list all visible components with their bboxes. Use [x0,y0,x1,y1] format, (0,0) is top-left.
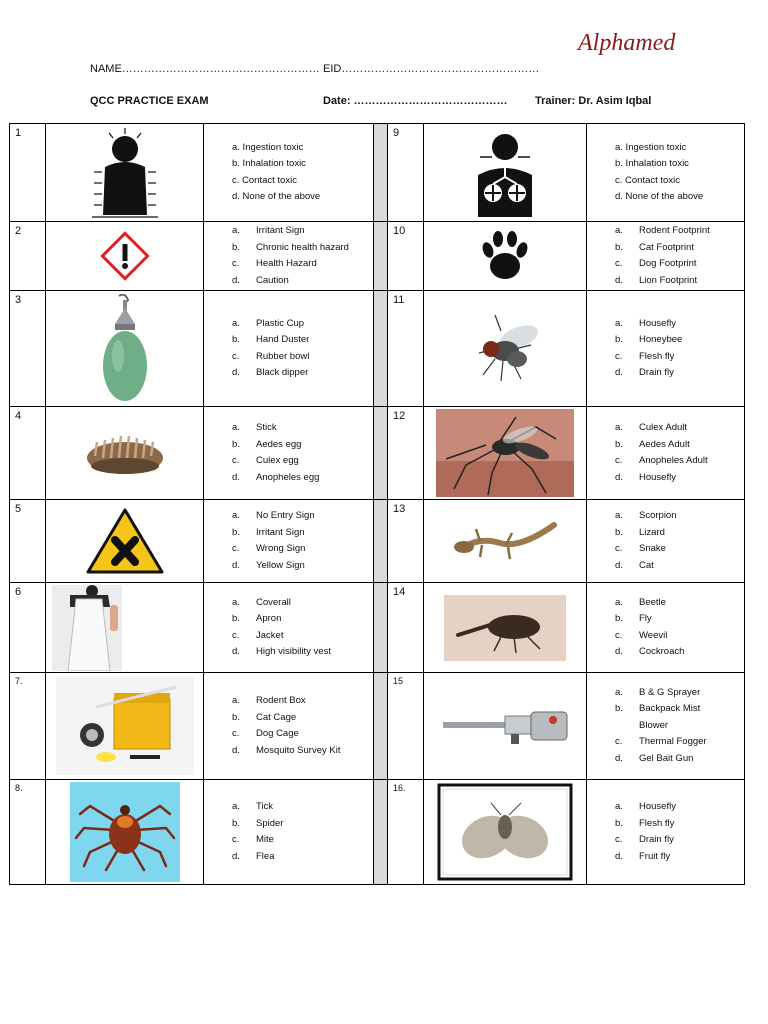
option[interactable]: b. Inhalation toxic [615,158,689,169]
question-number: 15 [388,673,424,780]
paw-print-icon [478,228,532,284]
exam-question-table [9,123,745,885]
question-image [424,673,587,780]
option[interactable]: d. Housefly [615,471,676,483]
option[interactable]: b. Cat Cage [232,711,297,723]
option[interactable]: a. Rodent Footprint [615,225,710,236]
answer-options [587,124,745,222]
exam-title: QCC PRACTICE EXAM [90,95,209,107]
question-image [424,500,587,583]
option[interactable]: a. Ingestion toxic [615,141,687,153]
option[interactable]: d. Fruit fly [615,850,671,862]
answer-options [587,222,745,291]
question-number: 16. [388,780,424,885]
option[interactable]: c. Mite [232,834,274,845]
question-number: 11 [388,291,424,407]
hand-duster-image [95,294,155,404]
date-field-label: Date: …………………………………… [323,95,508,107]
answer-options [587,291,745,407]
inhalation-lungs-icon [460,127,550,219]
option[interactable]: b. Fly [615,613,652,624]
option[interactable]: b. Cat Footprint [615,241,694,253]
answer-options [587,780,745,885]
answer-options [204,291,374,407]
option[interactable]: c. Flesh fly [615,350,675,362]
option[interactable]: b. Aedes egg [232,438,302,450]
option[interactable]: b. Honeybee [615,334,683,345]
toxic-body-icon [80,127,170,219]
question-number: 13 [388,500,424,583]
option[interactable]: d. Mosquito Survey Kit [232,744,341,756]
answer-options [204,222,374,291]
answer-options [204,673,374,780]
option[interactable]: d. Black dipper [232,367,309,378]
option[interactable]: c. Wrong Sign [232,543,306,554]
mosquito-image [436,409,574,497]
answer-options [204,407,374,500]
answer-options [587,500,745,583]
lizard-image [450,519,560,563]
column-divider [374,500,388,583]
question-number: 9 [388,124,424,222]
option[interactable]: a. Housefly [615,317,676,329]
option[interactable]: c. Culex egg [232,455,299,466]
question-number: 14 [388,583,424,673]
column-divider [374,407,388,500]
answer-options [587,583,745,673]
question-image [46,500,204,583]
question-image [424,124,587,222]
question-image [46,124,204,222]
option[interactable]: d. Drain fly [615,367,674,378]
column-divider [374,222,388,291]
option[interactable]: d. High visibility vest [232,646,331,657]
alphamed-logo: Alphamed [578,30,676,56]
irritant-sign-icon [84,506,166,576]
fogger-image [435,704,575,748]
option[interactable]: c. Dog Footprint [615,258,697,269]
option[interactable]: c. Contact toxic [232,174,297,186]
option[interactable]: b. Chronic health hazard [232,241,349,253]
question-image [424,291,587,407]
option[interactable]: a. Irritant Sign [232,225,305,236]
apron-image [52,585,122,671]
option[interactable]: d. Gel Bait Gun [615,752,694,764]
question-image [46,291,204,407]
question-image [46,780,204,885]
name-field-label: NAME……………………………………………… [90,63,320,75]
option[interactable]: c. Anopheles Adult [615,455,708,466]
question-image [46,583,204,673]
option[interactable]: a. Housefly [615,801,676,812]
question-image [46,673,204,780]
option[interactable]: c. Dog Cage [232,728,299,739]
option[interactable]: c. Weevil [615,629,668,641]
option[interactable]: c. Rubber bowl [232,350,310,362]
option[interactable]: b. Flesh fly [615,817,675,829]
option[interactable]: d. Caution [232,274,289,286]
option[interactable]: d. None of the above [615,191,704,202]
ghs-exclamation-icon [98,229,152,283]
egg-raft-image [83,426,167,480]
option[interactable]: b. Lizard [615,526,665,538]
option[interactable]: b. Irritant Sign [232,526,305,538]
question-image [46,222,204,291]
question-number: 6 [10,583,46,673]
eid-field-label: EID……………………………………………… [323,63,540,75]
option[interactable]: b. Aedes Adult [615,438,690,450]
option[interactable]: d. Yellow Sign [232,559,305,571]
option[interactable]: a. Plastic Cup [232,317,305,329]
option[interactable]: b. Apron [232,613,282,624]
option[interactable]: a. No Entry Sign [232,510,315,521]
question-image [424,583,587,673]
column-divider [374,291,388,407]
option[interactable]: c. Health Hazard [232,258,317,269]
answer-options [587,673,745,780]
option[interactable]: b. Inhalation toxic [232,158,306,169]
option[interactable]: d. Cockroach [615,646,685,657]
option[interactable]: a. Culex Adult [615,422,688,433]
tick-image [70,782,180,882]
column-divider [374,673,388,780]
option[interactable]: Blower [639,719,669,731]
option[interactable]: d. Flea [232,850,275,862]
question-number: 3 [10,291,46,407]
option[interactable]: b. Backpack Mist [615,703,701,715]
option[interactable]: a. Scorpion [615,510,677,521]
option[interactable]: a. Rodent Box [232,695,306,706]
option[interactable]: a. Tick [232,801,274,812]
option[interactable]: b. Hand Duster [232,334,310,345]
question-number: 4 [10,407,46,500]
option[interactable]: a. Beetle [615,596,666,608]
answer-options [204,500,374,583]
question-image [424,780,587,885]
question-number: 10 [388,222,424,291]
fly-image [465,309,545,389]
answer-options [204,780,374,885]
answer-options [204,583,374,673]
option[interactable]: a. Coverall [232,596,291,608]
question-number: 5 [10,500,46,583]
question-number: 7. [10,673,46,780]
option[interactable]: b. Spider [232,817,284,829]
question-number: 2 [10,222,46,291]
option[interactable]: c. Contact toxic [615,174,680,186]
weevil-image [444,595,566,661]
option[interactable]: c. Snake [615,543,666,554]
question-image [424,222,587,291]
option[interactable]: d. Cat [615,559,654,571]
question-image [424,407,587,500]
question-number: 12 [388,407,424,500]
answer-options [587,407,745,500]
option[interactable]: c. Jacket [232,629,284,641]
option[interactable]: a. Stick [232,422,277,433]
column-divider [374,780,388,885]
option[interactable]: c. Thermal Fogger [615,736,707,748]
survey-kit-image [56,677,194,775]
option[interactable]: d. None of the above [232,191,321,202]
column-divider [374,583,388,673]
column-divider [374,124,388,222]
question-number: 1 [10,124,46,222]
option[interactable]: d. Lion Footprint [615,274,698,286]
drain-fly-image [437,783,573,881]
option[interactable]: a. Ingestion toxic [232,141,304,153]
question-number: 8. [10,780,46,885]
answer-options [204,124,374,222]
option[interactable]: c. Drain fly [615,834,674,845]
trainer-label: Trainer: Dr. Asim Iqbal [535,95,652,107]
option[interactable]: d. Anopheles egg [232,471,320,483]
option[interactable]: a. B & G Sprayer [615,686,701,698]
question-image [46,407,204,500]
